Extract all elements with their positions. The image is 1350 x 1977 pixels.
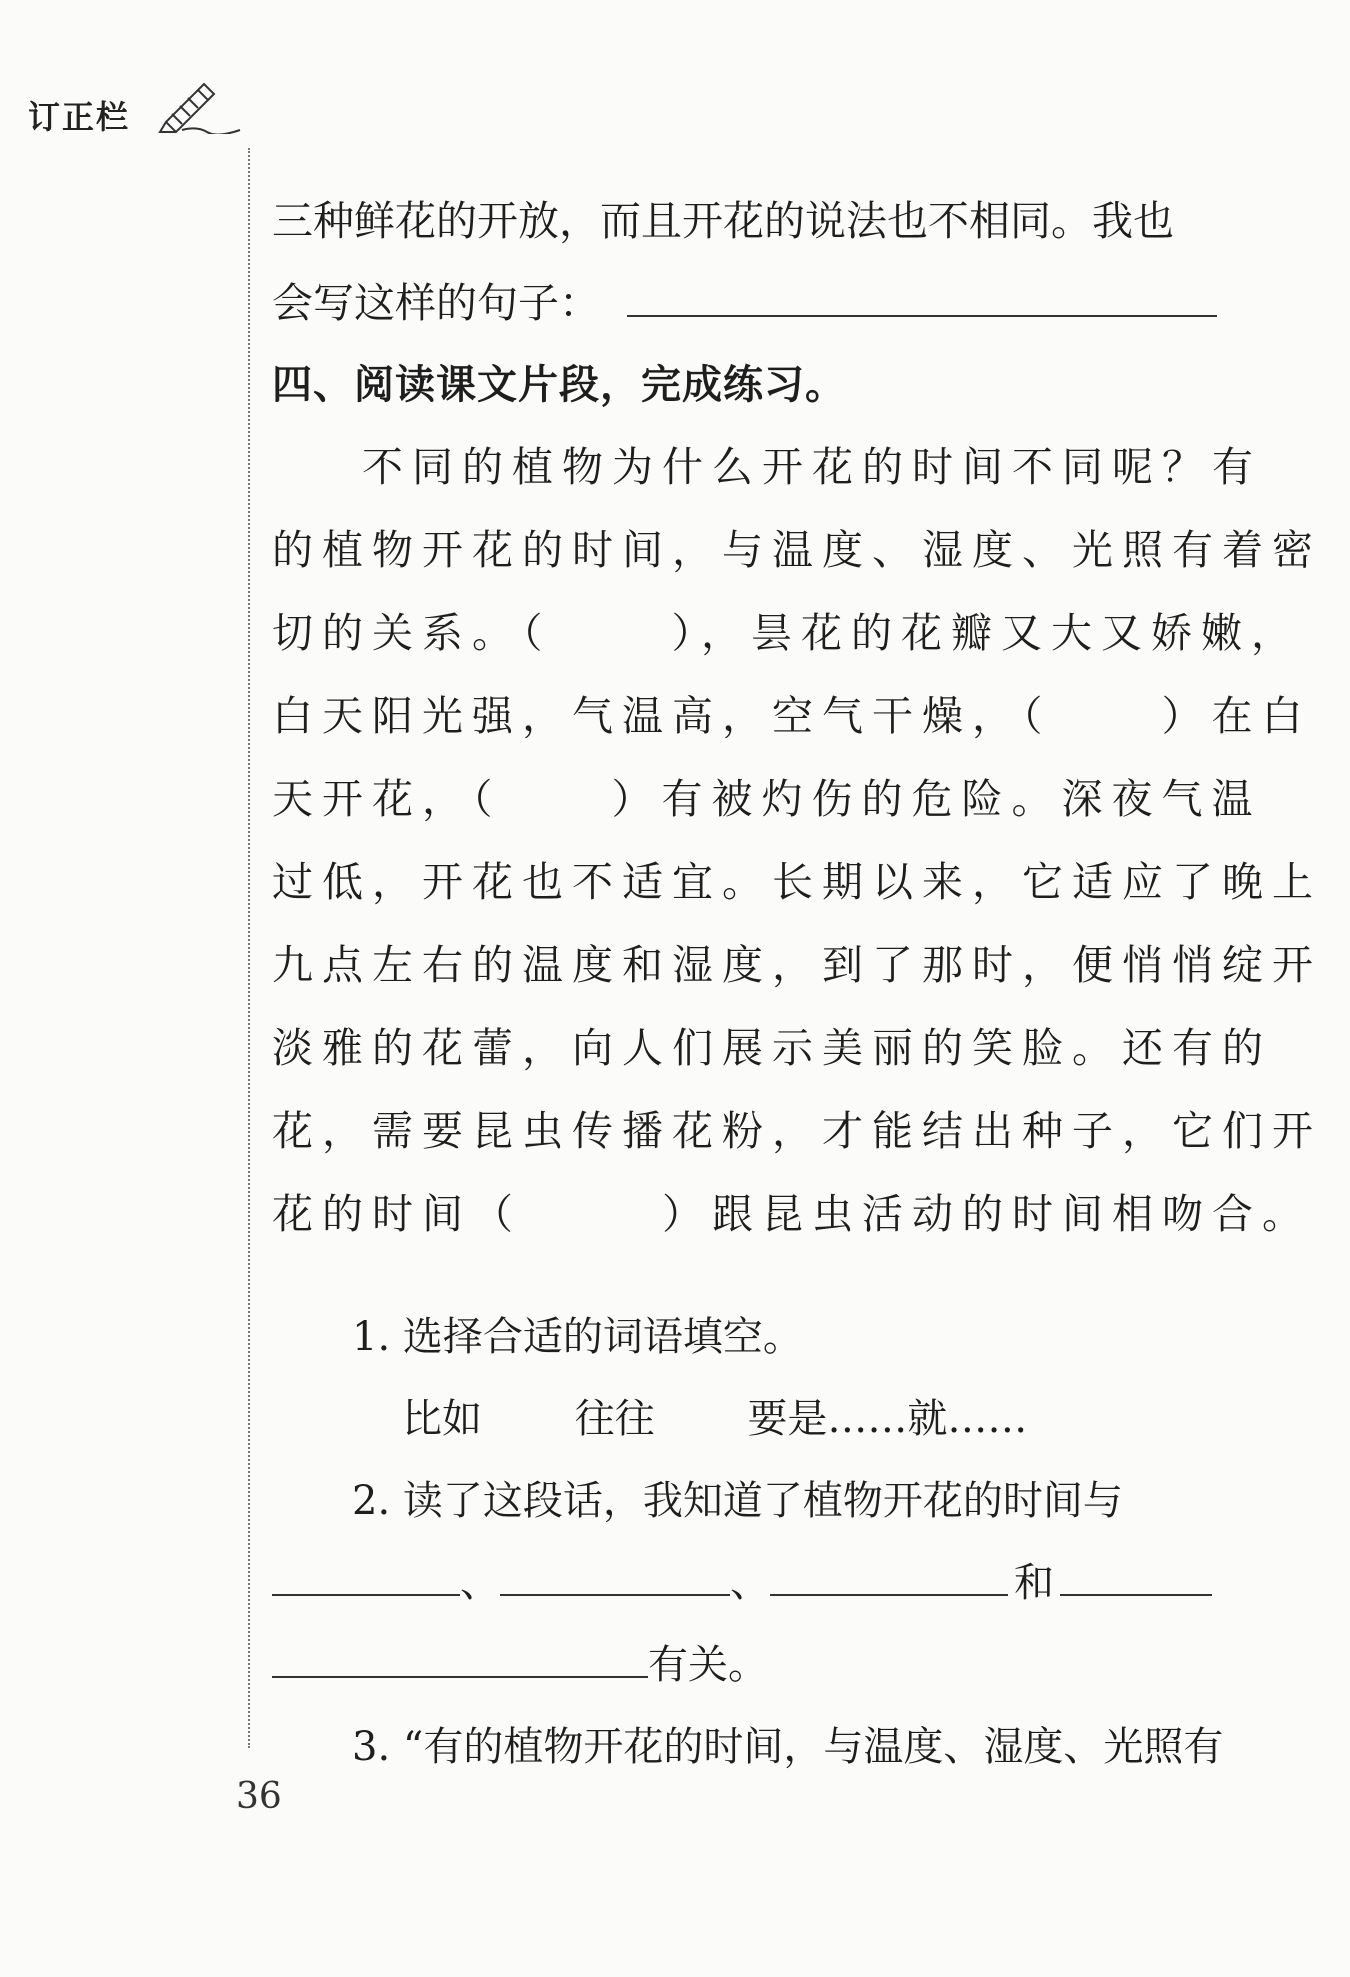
passage-text: 天开花，（	[272, 775, 502, 823]
answer-line-4[interactable]	[1060, 1564, 1212, 1596]
passage-line: 花，需要昆虫传播花粉，才能结出种子，它们开	[272, 1107, 1322, 1155]
passage-line: 九点左右的温度和湿度，到了那时，便悄悄绽开	[272, 941, 1322, 989]
question-2-blanks-cont	[272, 1624, 1198, 1706]
question-2-blanks	[272, 1542, 1198, 1624]
passage-text: ）有被灼伤的危险。深夜气温	[611, 775, 1262, 823]
answer-line-5[interactable]	[272, 1646, 648, 1678]
correction-column-title: 订正栏	[28, 98, 131, 136]
sentence-prompt: 会写这样的句子：	[272, 279, 600, 327]
passage-text: 切的关系。（	[272, 609, 552, 657]
conjunction: 和	[1014, 1560, 1054, 1606]
word-option: 要是……就……	[747, 1396, 1028, 1442]
passage-text: 花的时间（	[272, 1190, 522, 1238]
passage-text: 白天阳光强，气温高，空气干燥，（	[272, 692, 1052, 740]
answer-line-2[interactable]	[500, 1564, 730, 1596]
reading-passage	[272, 426, 1322, 1256]
margin-divider	[248, 148, 250, 1748]
word-option: 往往	[574, 1396, 655, 1442]
passage-line	[272, 675, 1312, 758]
passage-line: 过低，开花也不适宜。长期以来，它适应了晚上	[272, 858, 1322, 906]
word-option: 比如	[402, 1396, 482, 1442]
passage-line	[272, 758, 1262, 841]
question-3: 3. “有的植物开花的时间，与温度、湿度、光照有	[352, 1724, 1224, 1770]
passage-text: ）跟昆虫活动的时间相吻合。	[662, 1190, 1312, 1238]
sentence-answer-line[interactable]	[627, 285, 1217, 317]
main-content	[272, 180, 1322, 1788]
text-line: 三种鲜花的开放，而且开花的说法也不相同。我也	[272, 197, 1174, 245]
passage-line: 淡雅的花蕾，向人们展示美丽的笑脸。还有的	[272, 1024, 1272, 1072]
passage-text: ）在白	[1161, 692, 1312, 740]
separator: 、	[460, 1560, 500, 1606]
pencil-icon	[152, 74, 242, 134]
passage-line	[272, 1173, 1312, 1256]
passage-line: 不同的植物为什么开花的时间不同呢？有	[362, 443, 1262, 491]
answer-line-1[interactable]	[272, 1564, 460, 1596]
separator: 、	[730, 1560, 770, 1606]
answer-line-3[interactable]	[770, 1564, 1008, 1596]
word-options	[272, 1378, 1198, 1460]
page-number: 36	[236, 1776, 282, 1817]
question-1: 1. 选择合适的词语填空。	[352, 1314, 803, 1360]
passage-line	[272, 592, 1301, 675]
section-heading: 四、阅读课文片段，完成练习。	[272, 362, 846, 408]
text-line-with-blank	[272, 262, 1198, 344]
question-2-end: 有关。	[648, 1642, 768, 1688]
question-2: 2. 读了这段话，我知道了植物开花的时间与	[352, 1478, 1123, 1524]
passage-text: ），昙花的花瓣又大又娇嫩，	[671, 609, 1301, 657]
passage-line: 的植物开花的时间，与温度、湿度、光照有着密	[272, 526, 1322, 574]
